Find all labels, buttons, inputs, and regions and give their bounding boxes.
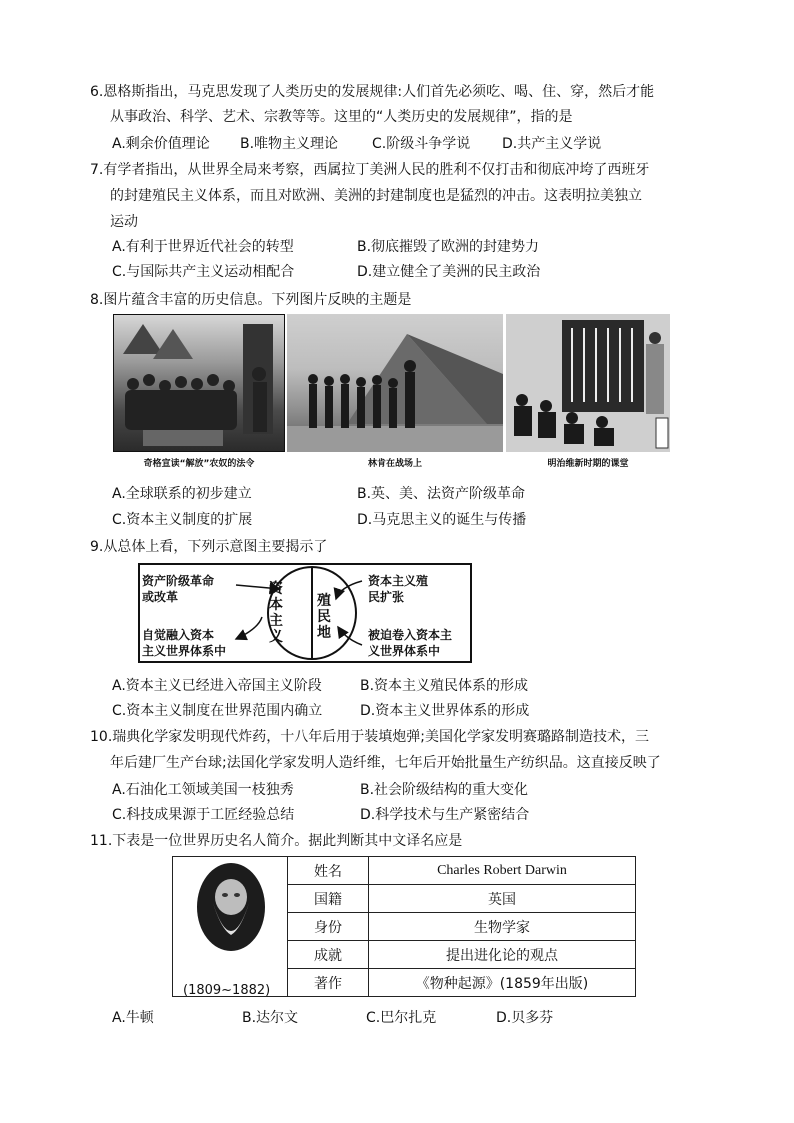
caption-lincoln: 林肯在战场上 <box>367 459 422 469</box>
q7-option-a: A.有利于世界近代社会的转型 <box>112 239 294 255</box>
q9-option-d: D.资本主义世界体系的形成 <box>360 703 530 719</box>
photo-serf-emancipation <box>113 314 285 452</box>
q7-stem-line1: 7.有学者指出，从世界全局来考察，西属拉丁美洲人民的胜利不仅打击和彻底冲垮了西班牙 <box>90 162 650 178</box>
q6-option-d: D.共产主义学说 <box>502 136 602 152</box>
q8-option-d: D.马克思主义的诞生与传播 <box>357 512 527 528</box>
q9-option-c: C.资本主义制度在世界范围内确立 <box>112 703 323 719</box>
caption-serf-emancipation: 奇格宣读“解放”农奴的法令 <box>143 459 255 469</box>
q10-option-c: C.科技成果源于工匠经验总结 <box>112 807 295 823</box>
q11-option-a: A.牛顿 <box>112 1010 154 1026</box>
row-value-identity: 生物学家 <box>369 913 636 941</box>
q11-option-c: C.巴尔扎克 <box>366 1010 437 1026</box>
q10-stem-line2: 年后建厂生产台球;法国化学家发明人造纤维，七年后开始批量生产纺织品。这直接反映了 <box>110 755 661 771</box>
row-key-nationality: 国籍 <box>288 885 369 913</box>
q10-option-d: D.科学技术与生产紧密结合 <box>360 807 530 823</box>
q11-option-b: B.达尔文 <box>242 1010 299 1026</box>
darwin-profile-table <box>172 856 636 997</box>
row-key-achievement: 成就 <box>288 941 369 969</box>
q11-option-d: D.贝多芬 <box>496 1010 554 1026</box>
row-value-achievement: 提出进化论的观点 <box>369 941 636 969</box>
q10-option-b: B.社会阶级结构的重大变化 <box>360 782 529 798</box>
q7-option-d: D.建立健全了美洲的民主政治 <box>357 264 541 280</box>
q7-option-b: B.彻底摧毁了欧洲的封建势力 <box>357 239 540 255</box>
photo-lincoln-battlefield <box>287 314 503 452</box>
row-key-name: 姓名 <box>288 857 369 885</box>
q9-option-b: B.资本主义殖民体系的形成 <box>360 678 529 694</box>
portrait-cell <box>173 857 288 997</box>
q9-option-a: A.资本主义已经进入帝国主义阶段 <box>112 678 322 694</box>
lifespan-years: (1809~1882) <box>183 983 271 998</box>
capitalism-diagram <box>138 563 472 663</box>
q8-option-c: C.资本主义制度的扩展 <box>112 512 253 528</box>
q9-stem: 9.从总体上看，下列示意图主要揭示了 <box>90 539 328 555</box>
q6-option-c: C.阶级斗争学说 <box>372 136 471 152</box>
q8-option-b: B.英、美、法资产阶级革命 <box>357 486 526 502</box>
q10-option-a: A.石油化工领域美国一枝独秀 <box>112 782 294 798</box>
row-key-identity: 身份 <box>288 913 369 941</box>
q7-stem-line3: 运动 <box>110 214 138 230</box>
q7-stem-line2: 的封建殖民主义体系，而且对欧洲、美洲的封建制度也是猛烈的冲击。这表明拉美独立 <box>110 188 642 204</box>
diagram-label-bourgeois-revolution: 资产阶级革命 或改革 <box>142 574 215 604</box>
darwin-portrait <box>191 859 271 963</box>
diagram-label-colonial-expansion: 资本主义殖 民扩张 <box>368 574 429 604</box>
q8-stem: 8.图片蕴含丰富的历史信息。下列图片反映的主题是 <box>90 292 412 308</box>
diagram-capitalism: 资 本 主 义 <box>269 581 283 645</box>
q10-stem-line1: 10.瑞典化学家发明现代炸药，十八年后用于装填炮弹;美国化学家发明赛璐路制造技术，三 <box>90 729 649 745</box>
diagram-label-voluntary-integration: 自觉融入资本 主义世界体系中 <box>142 628 227 658</box>
q6-option-b: B.唯物主义理论 <box>240 136 339 152</box>
row-value-name: Charles Robert Darwin <box>369 857 636 885</box>
row-key-works: 著作 <box>288 969 369 997</box>
q6-stem-line2: 从事政治、科学、艺术、宗教等等。这里的“人类历史的发展规律”，指的是 <box>110 109 573 125</box>
q6-stem-line1: 6.恩格斯指出，马克思发现了人类历史的发展规律:人们首先必须吃、喝、住、穿，然后才能 <box>90 84 655 100</box>
photo-meiji-classroom <box>506 314 670 452</box>
diagram-colony: 殖 民 地 <box>317 593 331 641</box>
row-value-works: 《物种起源》(1859年出版) <box>369 969 636 997</box>
q7-option-c: C.与国际共产主义运动相配合 <box>112 264 295 280</box>
q11-stem: 11.下表是一位世界历史名人简介。据此判断其中文译名应是 <box>90 833 463 849</box>
caption-meiji: 明治维新时期的课堂 <box>547 459 629 469</box>
row-value-nationality: 英国 <box>369 885 636 913</box>
q6-option-a: A.剩余价值理论 <box>112 136 210 152</box>
q8-option-a: A.全球联系的初步建立 <box>112 486 252 502</box>
diagram-label-forced-integration: 被迫卷入资本主 义世界体系中 <box>368 628 453 658</box>
